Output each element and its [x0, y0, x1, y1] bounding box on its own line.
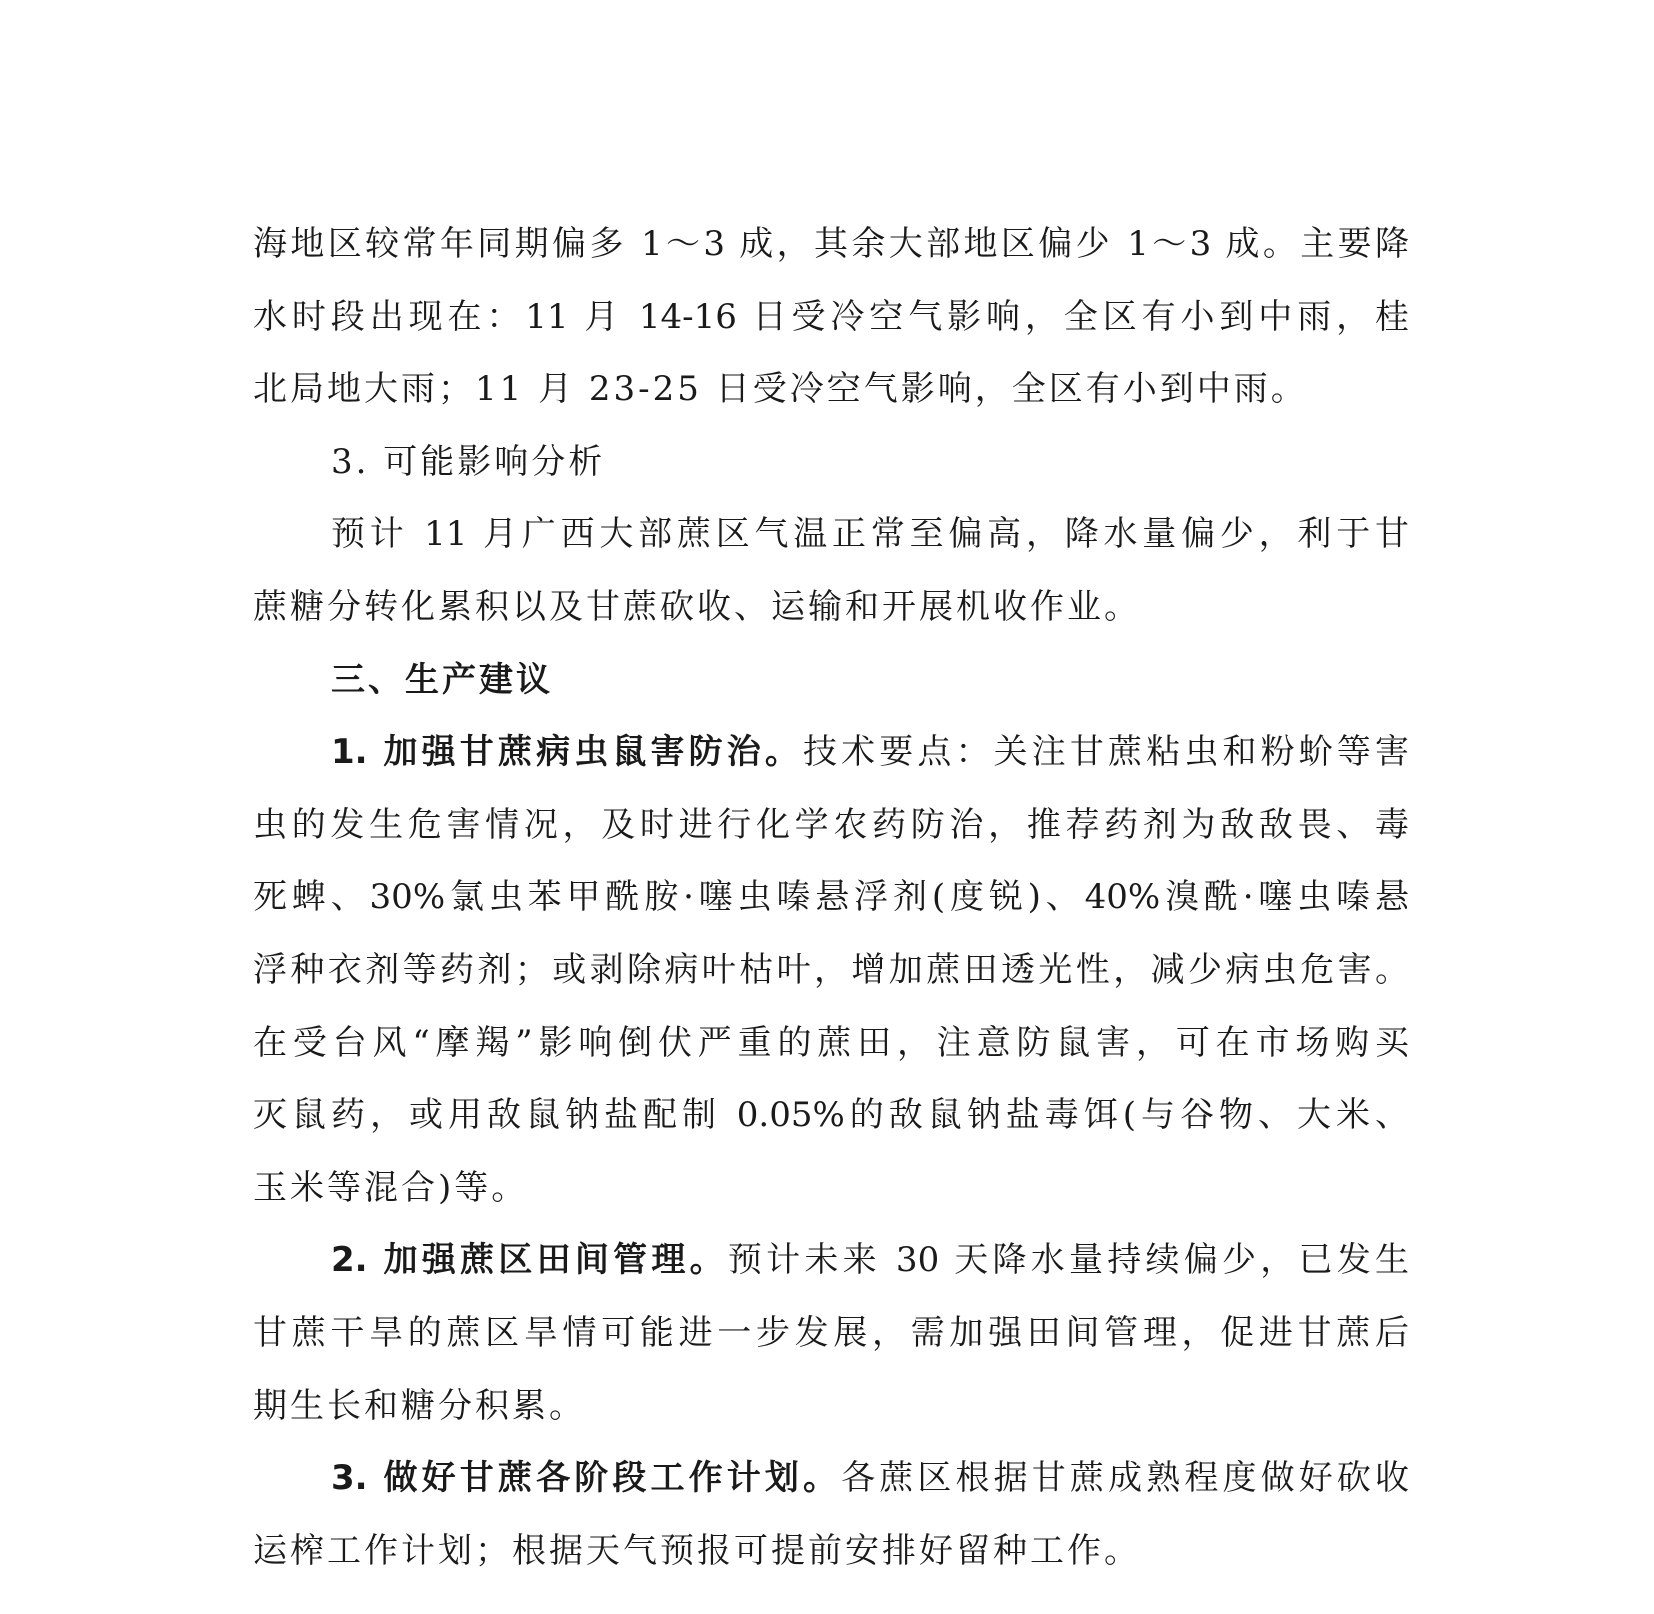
text-line [253, 861, 1409, 934]
body-text: 运榨工作计划；根据天气预报可提前安排好留种工作。 [253, 1530, 1141, 1571]
body-text: 水时段出现在：11 月 14-16 日受冷空气影响，全区有小到中雨，桂 [253, 296, 1409, 337]
bold-heading-text: 三、生产建议 [331, 659, 553, 700]
text-line [253, 281, 1409, 354]
bold-heading-text: 1. 加强甘蔗病虫鼠害防治。 [331, 732, 803, 773]
text-line [253, 208, 1409, 281]
body-text: 海地区较常年同期偏多 1～3 成，其余大部地区偏少 1～3 成。主要降 [253, 224, 1409, 264]
text-line [253, 1370, 1409, 1443]
body-text: 甘蔗干旱的蔗区旱情可能进一步发展，需加强田间管理，促进甘蔗后 [253, 1312, 1409, 1353]
text-line [253, 571, 1409, 644]
bold-heading-text: 3. 做好甘蔗各阶段工作计划。 [331, 1458, 842, 1499]
bold-heading-text: 2. 加强蔗区田间管理。 [331, 1240, 728, 1281]
body-text: 期生长和糖分积累。 [253, 1385, 586, 1426]
body-text: 灭鼠药，或用敌鼠钠盐配制 0.05%的敌鼠钠盐毒饵(与谷物、大米、 [253, 1095, 1409, 1136]
text-line [253, 1007, 1409, 1080]
body-text: 各蔗区根据甘蔗成熟程度做好砍收 [841, 1458, 1409, 1499]
text-line [253, 426, 1409, 499]
text-line [253, 498, 1409, 571]
text-line [253, 1152, 1409, 1225]
body-text: 技术要点：关注甘蔗粘虫和粉蚧等害 [803, 732, 1409, 773]
text-line [253, 1515, 1409, 1588]
text-line [253, 1079, 1409, 1152]
body-text: 预计未来 30 天降水量持续偏少，已发生 [727, 1240, 1409, 1281]
text-line [253, 789, 1409, 862]
text-line [253, 1442, 1409, 1515]
body-text: 死蜱、30%氯虫苯甲酰胺·噻虫嗪悬浮剂(度锐)、40%溴酰·噻虫嗪悬 [253, 877, 1409, 918]
body-text: 在受台风“摩羯”影响倒伏严重的蔗田，注意防鼠害，可在市场购买 [253, 1022, 1409, 1063]
body-text: 玉米等混合)等。 [253, 1167, 529, 1208]
text-line [253, 353, 1409, 426]
text-line [253, 934, 1409, 1007]
body-text: 北局地大雨；11 月 23-25 日受冷空气影响，全区有小到中雨。 [253, 369, 1308, 410]
text-line [253, 716, 1409, 789]
document-body [253, 208, 1409, 1587]
body-text: 浮种衣剂等药剂；或剥除病叶枯叶，增加蔗田透光性，减少病虫危害。 [253, 949, 1409, 990]
body-text: 蔗糖分转化累积以及甘蔗砍收、运输和开展机收作业。 [253, 586, 1141, 627]
body-text: 虫的发生危害情况，及时进行化学农药防治，推荐药剂为敌敌畏、毒 [253, 804, 1409, 845]
text-line [253, 644, 1409, 717]
text-line [253, 1224, 1409, 1297]
body-text: 3. 可能影响分析 [331, 441, 606, 482]
body-text: 预计 11 月广西大部蔗区气温正常至偏高，降水量偏少，利于甘 [331, 514, 1409, 555]
text-line [253, 1297, 1409, 1370]
